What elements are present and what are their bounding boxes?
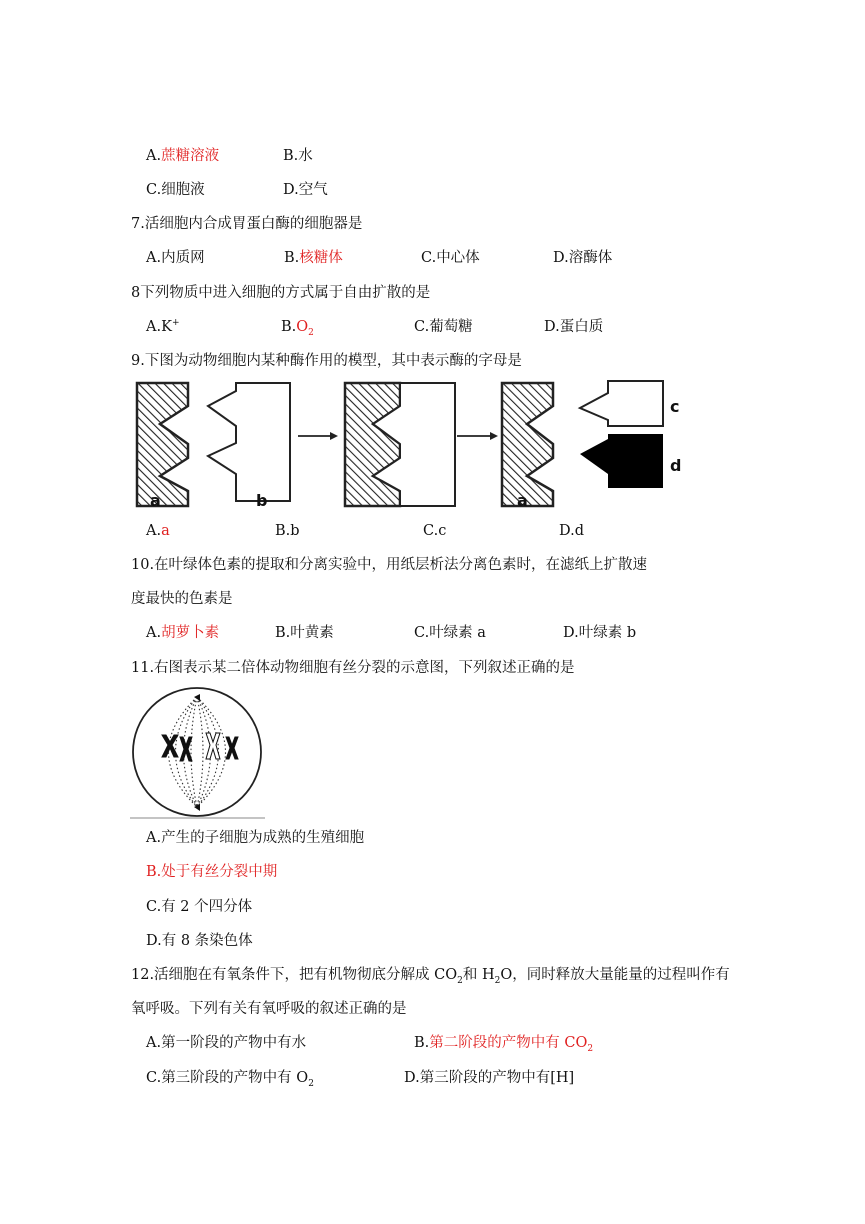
label-a-right: a [517,491,528,510]
q7-stem: 7.活细胞内合成胃蛋白酶的细胞器是 [131,216,363,232]
q6-option-d: D.空气 [283,182,328,198]
enzyme-a-shape-2 [502,383,553,506]
q10-stem-line2: 度最快的色素是 [131,591,233,607]
q8-option-d: D.蛋白质 [544,319,604,335]
q11-option-c: C.有 2 个四分体 [146,899,253,915]
q9-option-a: A.a [146,523,170,539]
q12-option-b: B.第二阶段的产物中有 $CO_2$ [414,1035,594,1054]
q7-option-d: D.溶酶体 [553,250,613,266]
q6-option-b: B.水 [283,148,313,164]
q10-option-a: A.胡萝卜素 [146,625,220,641]
q12-stem-line2: 氧呼吸。下列有关有氧呼吸的叙述正确的是 [131,1001,407,1017]
q8-option-c: C.葡萄糖 [414,319,473,335]
q11-option-d: D.有 8 条染色体 [146,933,253,949]
q9-stem: 9.下图为动物细胞内某种酶作用的模型，其中表示酶的字母是 [131,353,522,369]
q6-option-c: C.细胞液 [146,182,205,198]
q11-option-b: B.处于有丝分裂中期 [146,864,278,880]
q10-option-b: B.叶黄素 [275,625,334,641]
q10-option-d: D.叶绿素 b [563,625,637,641]
q9-option-b: B.b [275,523,300,539]
q12-option-c: C.第三阶段的产物中有 $O_2$ [146,1070,314,1089]
q10-stem-line1: 10.在叶绿体色素的提取和分离实验中，用纸层析法分离色素时，在滤纸上扩散速 [131,557,648,573]
product-c-shape [580,381,663,426]
q12-stem-line1: 12.活细胞在有氧条件下，把有机物彻底分解成 $CO_2$和 $H_2O$，同时释放大量能量的过程叫作有 [131,967,730,986]
q11-stem: 11.右图表示某二倍体动物细胞有丝分裂的示意图，下列叙述正确的是 [131,660,575,676]
label-c: c [670,397,680,416]
q9-option-c: C.c [423,523,447,539]
enzyme-model-figure [130,376,690,516]
enzyme-a-shape [137,383,188,506]
q8-option-a: A.K+ [146,318,180,335]
q9-option-d: D.d [559,523,585,539]
substrate-b-shape [208,383,290,501]
label-b: b [256,491,268,510]
q7-option-b: B.核糖体 [284,250,343,266]
q12-option-d: D.第三阶段的产物中有[H] [404,1070,575,1086]
mitosis-cell-figure [130,685,265,820]
q7-option-a: A.内质网 [146,250,205,266]
label-d: d [670,456,682,475]
product-d-shape [580,434,663,488]
q10-option-c: C.叶绿素 a [414,625,486,641]
q8-stem: 8下列物质中进入细胞的方式属于自由扩散的是 [131,285,431,301]
q12-option-a: A.第一阶段的产物中有水 [146,1035,307,1051]
q11-option-a: A.产生的子细胞为成熟的生殖细胞 [146,830,365,846]
q8-option-b: $B.O_2$ [281,319,314,338]
label-a-left: a [150,491,161,510]
q6-option-a: A.蔗糖溶液 [146,148,220,164]
q7-option-c: C.中心体 [421,250,480,266]
cell-membrane [133,688,261,816]
